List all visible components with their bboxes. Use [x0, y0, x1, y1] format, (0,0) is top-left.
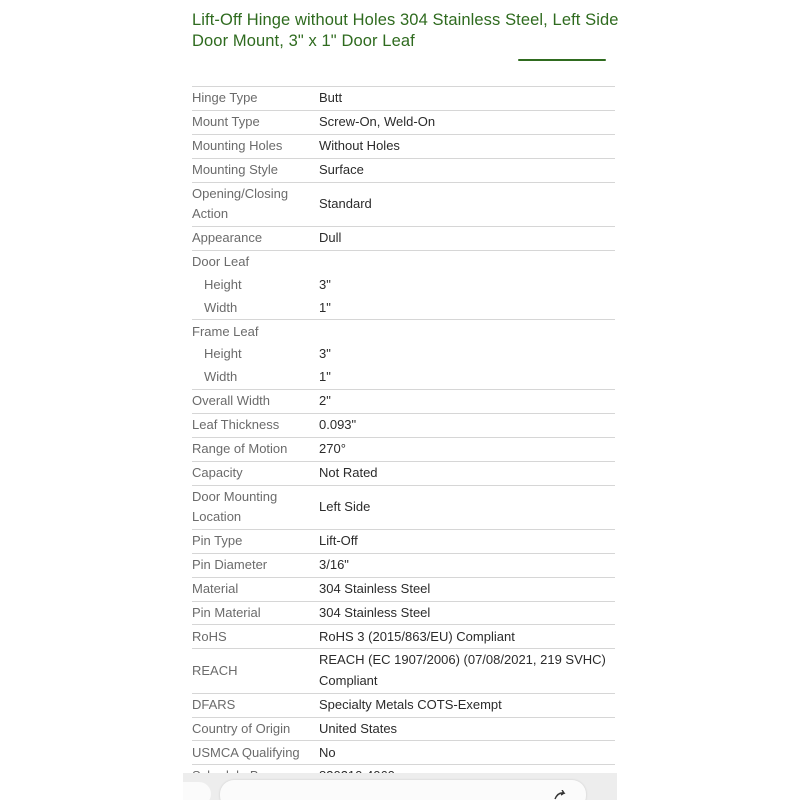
- spec-value: Surface: [319, 161, 364, 177]
- spec-group-frame-leaf: [192, 320, 615, 390]
- spec-row-material: [192, 578, 615, 602]
- spec-value: Not Rated: [319, 464, 378, 480]
- address-bar[interactable]: [220, 780, 586, 800]
- spec-label: Material: [192, 580, 239, 596]
- spec-value: 304 Stainless Steel: [319, 580, 431, 596]
- spec-label: Appearance: [192, 230, 263, 246]
- spec-value: Left Side: [319, 498, 371, 514]
- spec-row-appearance: [192, 227, 615, 251]
- spec-row-pin-material: [192, 602, 615, 626]
- spec-label: Country of Origin: [192, 720, 291, 736]
- spec-label: Pin Type: [192, 533, 243, 549]
- spec-row-pin-type: [192, 530, 615, 554]
- spec-value: 2": [319, 393, 331, 409]
- spec-label: Capacity: [192, 464, 243, 480]
- spec-table: [192, 86, 615, 789]
- spec-value: 3/16": [319, 556, 349, 572]
- spec-value: 0.093": [319, 417, 357, 433]
- spec-label: REACH: [192, 662, 238, 678]
- spec-value: 3": [319, 276, 331, 292]
- spec-label: Mounting Holes: [192, 137, 283, 153]
- spec-value: Dull: [319, 230, 342, 246]
- spec-row-hinge-type: [192, 87, 615, 111]
- spec-row-leaf-thickness: [192, 414, 615, 438]
- spec-row-mounting-holes: [192, 135, 615, 159]
- spec-value-empty: [319, 261, 615, 263]
- spec-row-door-leaf-height: [192, 274, 615, 297]
- spec-label: Overall Width: [192, 393, 271, 409]
- spec-row-usmca-qualifying: [192, 741, 615, 765]
- spec-value: 304 Stainless Steel: [319, 604, 431, 620]
- spec-value: Screw-On, Weld-On: [319, 114, 436, 130]
- spec-label: Range of Motion: [192, 440, 288, 456]
- spec-row-frame-leaf-height: [192, 343, 615, 366]
- spec-row-opening-closing-action: [192, 183, 615, 227]
- spec-label: Mounting Style: [192, 161, 278, 177]
- spec-value: 1": [319, 299, 331, 315]
- spec-row-door-leaf: [192, 251, 615, 274]
- spec-row-dfars: [192, 694, 615, 718]
- spec-row-door-leaf-width: [192, 297, 615, 320]
- spec-row-reach: [192, 649, 615, 693]
- tab-switcher-stub[interactable]: [183, 782, 211, 800]
- spec-row-pin-diameter: [192, 554, 615, 578]
- spec-row-rohs: [192, 625, 615, 649]
- spec-value: United States: [319, 720, 398, 736]
- spec-label: Width: [204, 299, 238, 315]
- spec-value: Specialty Metals COTS-Exempt: [319, 696, 502, 712]
- spec-row-overall-width: [192, 390, 615, 414]
- spec-label: RoHS: [192, 628, 227, 644]
- spec-value: Standard: [319, 195, 372, 211]
- spec-label: Height: [204, 346, 242, 362]
- spec-label: Pin Material: [192, 604, 261, 620]
- product-title: Lift-Off Hinge without Holes 304 Stainless Steel, Left Side Door Mount, 3" x 1" Door Leaf: [192, 11, 619, 50]
- spec-value: 270°: [319, 440, 346, 456]
- spec-row-capacity: [192, 462, 615, 486]
- spec-label: Opening/Closing Action: [192, 185, 289, 222]
- spec-group-door-leaf: [192, 251, 615, 321]
- spec-row-range-of-motion: [192, 438, 615, 462]
- spec-value: REACH (EC 1907/2006) (07/08/2021, 219 SVHC) Compliant: [319, 652, 606, 688]
- spec-value: No: [319, 744, 336, 760]
- spec-group-label: Frame Leaf: [192, 323, 259, 339]
- spec-value: 1": [319, 369, 331, 385]
- spec-label: Height: [204, 276, 242, 292]
- reload-icon[interactable]: [552, 790, 572, 800]
- spec-row-mount-type: [192, 111, 615, 135]
- spec-value: Without Holes: [319, 137, 400, 153]
- spec-value: RoHS 3 (2015/863/EU) Compliant: [319, 628, 515, 644]
- spec-label: Door Mounting Location: [192, 488, 278, 525]
- spec-row-frame-leaf-width: [192, 366, 615, 389]
- spec-label: Mount Type: [192, 114, 260, 130]
- spec-label: DFARS: [192, 696, 236, 712]
- spec-label: USMCA Qualifying: [192, 744, 300, 760]
- spec-label: Leaf Thickness: [192, 417, 280, 433]
- spec-value: 3": [319, 346, 331, 362]
- spec-label: Width: [204, 369, 238, 385]
- spec-group-label: Door Leaf: [192, 253, 250, 269]
- title-underline: [518, 59, 606, 61]
- spec-label: Pin Diameter: [192, 556, 268, 572]
- spec-row-frame-leaf: [192, 320, 615, 343]
- spec-value: Lift-Off: [319, 533, 358, 549]
- spec-row-door-mounting-location: [192, 486, 615, 530]
- spec-row-country-of-origin: [192, 718, 615, 742]
- spec-value: Butt: [319, 90, 343, 106]
- spec-value-empty: [319, 331, 615, 333]
- spec-row-mounting-style: [192, 159, 615, 183]
- spec-label: Hinge Type: [192, 90, 258, 106]
